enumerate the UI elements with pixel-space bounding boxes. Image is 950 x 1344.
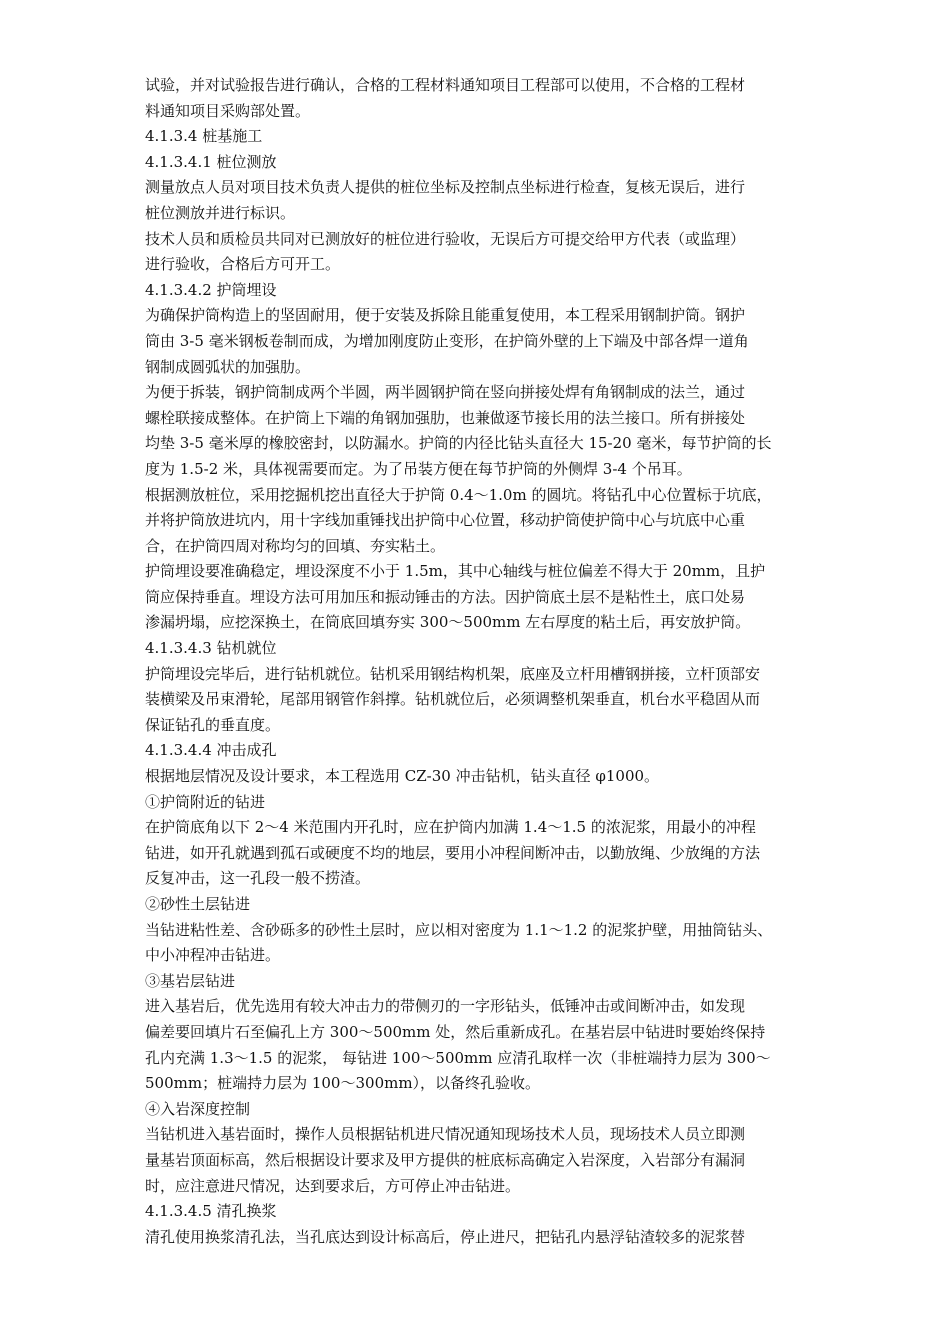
text-line: 中小冲程冲击钻进。 — [145, 946, 281, 965]
text-line: 根据测放桩位，采用挖掘机挖出直径大于护筒 0.4～1.0m 的圆坑。将钻孔中心位置标于坑底， — [145, 485, 772, 504]
text-line: 保证钻孔的垂直度。 — [145, 715, 281, 734]
text-line: 护筒埋设完毕后，进行钻机就位。钻机采用钢结构机架，底座及立杆用槽钢拼接，立杆顶部安 — [145, 664, 761, 683]
text-line: 料通知项目采购部处置。 — [145, 101, 311, 120]
text-line: 测量放点人员对项目技术负责人提供的桩位坐标及控制点坐标进行检查，复核无误后，进行 — [145, 178, 746, 197]
text-line: 装横梁及吊束滑轮，尾部用钢管作斜撑。钻机就位后，必须调整机架垂直，机台水平稳固从而 — [145, 690, 761, 709]
text-line: 试验，并对试验报告进行确认，合格的工程材料通知项目工程部可以使用，不合格的工程材 — [145, 76, 746, 94]
text-line: 度为 1.5-2 米，具体视需要而定。为了吊装方便在每节护筒的外侧焊 3-4 个吊耳。 — [145, 459, 692, 478]
text-line: 进入基岩后，优先选用有较大冲击力的带侧刃的一字形钻头，低锤冲击或间断冲击，如发现 — [145, 997, 746, 1016]
text-line: 合，在护筒四周对称均匀的回填、夯实粘土。 — [145, 536, 446, 555]
text-line: 渗漏坍塌，应挖深换土，在筒底回填夯实 300～500mm 左右厚度的粘土后，再安放护筒。 — [145, 613, 751, 632]
text-line: 筒应保持垂直。埋设方法可用加压和振动锤击的方法。因护筒底土层不是粘性土，底口处易 — [145, 587, 746, 606]
text-line: 为便于拆装，钢护筒制成两个半圆，两半圆钢护筒在竖向拼接处焊有角钢制成的法兰，通过 — [145, 383, 746, 402]
text-line: 偏差要回填片石至偏孔上方 300～500mm 处，然后重新成孔。在基岩层中钻进时要始终保持 — [145, 1022, 766, 1041]
section-heading: ②砂性土层钻进 — [145, 895, 251, 913]
text-line: 桩位测放并进行标识。 — [145, 203, 296, 222]
text-line: 量基岩顶面标高，然后根据设计要求及甲方提供的桩底标高确定入岩深度，入岩部分有漏洞 — [145, 1150, 746, 1169]
text-line: 在护筒底角以下 2～4 米范围内开孔时，应在护筒内加满 1.4～1.5 的浓泥浆，用最小的冲程 — [145, 818, 756, 837]
text-line: 时，应注意进尺情况，达到要求后，方可停止冲击钻进。 — [145, 1176, 521, 1195]
text-line: 当钻进粘性差、含砂砾多的砂性土层时，应以相对密度为 1.1～1.2 的泥浆护壁，用抽筒钻头、 — [145, 920, 773, 939]
text-line: 清孔使用换浆清孔法，当孔底达到设计标高后，停止进尺，把钻孔内悬浮钻渣较多的泥浆替 — [145, 1227, 746, 1246]
text-line: 技术人员和质检员共同对已测放好的桩位进行验收，无误后方可提交给甲方代表（或监理） — [145, 229, 746, 248]
section-heading: 4.1.3.4 桩基施工 — [145, 127, 263, 146]
section-heading: ③基岩层钻进 — [145, 971, 236, 990]
section-heading: ①护筒附近的钻进 — [145, 792, 266, 811]
text-line: 钢制成圆弧状的加强肋。 — [145, 357, 311, 376]
text-line: 根据地层情况及设计要求，本工程选用 CZ-30 冲击钻机，钻头直径 φ1000。 — [145, 767, 660, 786]
section-heading: 4.1.3.4.3 钻机就位 — [145, 639, 277, 658]
text-line: 孔内充满 1.3～1.5 的泥浆， 每钻进 100～500mm 应清孔取样一次（非桩端持力层为 300～ — [145, 1048, 771, 1067]
section-heading: 4.1.3.4.2 护筒埋设 — [145, 280, 277, 299]
text-line: 当钻机进入基岩面时，操作人员根据钻机进尺情况通知现场技术人员，现场技术人员立即测 — [145, 1125, 746, 1144]
text-line: 500mm；桩端持力层为 100～300mm），以备终孔验收。 — [145, 1074, 541, 1093]
section-heading: 4.1.3.4.5 清孔换浆 — [145, 1202, 277, 1221]
text-line: 反复冲击，这一孔段一般不捞渣。 — [145, 869, 371, 888]
text-line: 并将护筒放进坑内，用十字线加重锤找出护筒中心位置，移动护筒使护筒中心与坑底中心重 — [145, 511, 746, 530]
text-line: 钻进，如开孔就遇到孤石或硬度不均的地层，要用小冲程间断冲击，以勤放绳、少放绳的方法 — [145, 843, 761, 862]
section-heading: 4.1.3.4.4 冲击成孔 — [145, 741, 277, 760]
document-body — [145, 73, 807, 1250]
text-line: 护筒埋设要准确稳定，埋设深度不小于 1.5m，其中心轴线与桩位偏差不得大于 20mm，且护 — [145, 562, 766, 581]
text-line: 进行验收，合格后方可开工。 — [145, 255, 341, 274]
section-heading: 4.1.3.4.1 桩位测放 — [145, 152, 277, 171]
text-line: 筒由 3-5 毫米钢板卷制而成，为增加刚度防止变形，在护筒外壁的上下端及中部各焊一道角 — [145, 331, 749, 350]
text-line: 均垫 3-5 毫米厚的橡胶密封，以防漏水。护筒的内径比钻头直径大 15-20 毫米，每节护筒的长 — [145, 434, 772, 453]
text-line: 为确保护筒构造上的坚固耐用，便于安装及拆除且能重复使用，本工程采用钢制护筒。钢护 — [145, 306, 746, 325]
text-line: 螺栓联接成整体。在护筒上下端的角钢加强肋，也兼做逐节接长用的法兰接口。所有拼接处 — [145, 408, 746, 427]
section-heading: ④入岩深度控制 — [145, 1099, 251, 1118]
